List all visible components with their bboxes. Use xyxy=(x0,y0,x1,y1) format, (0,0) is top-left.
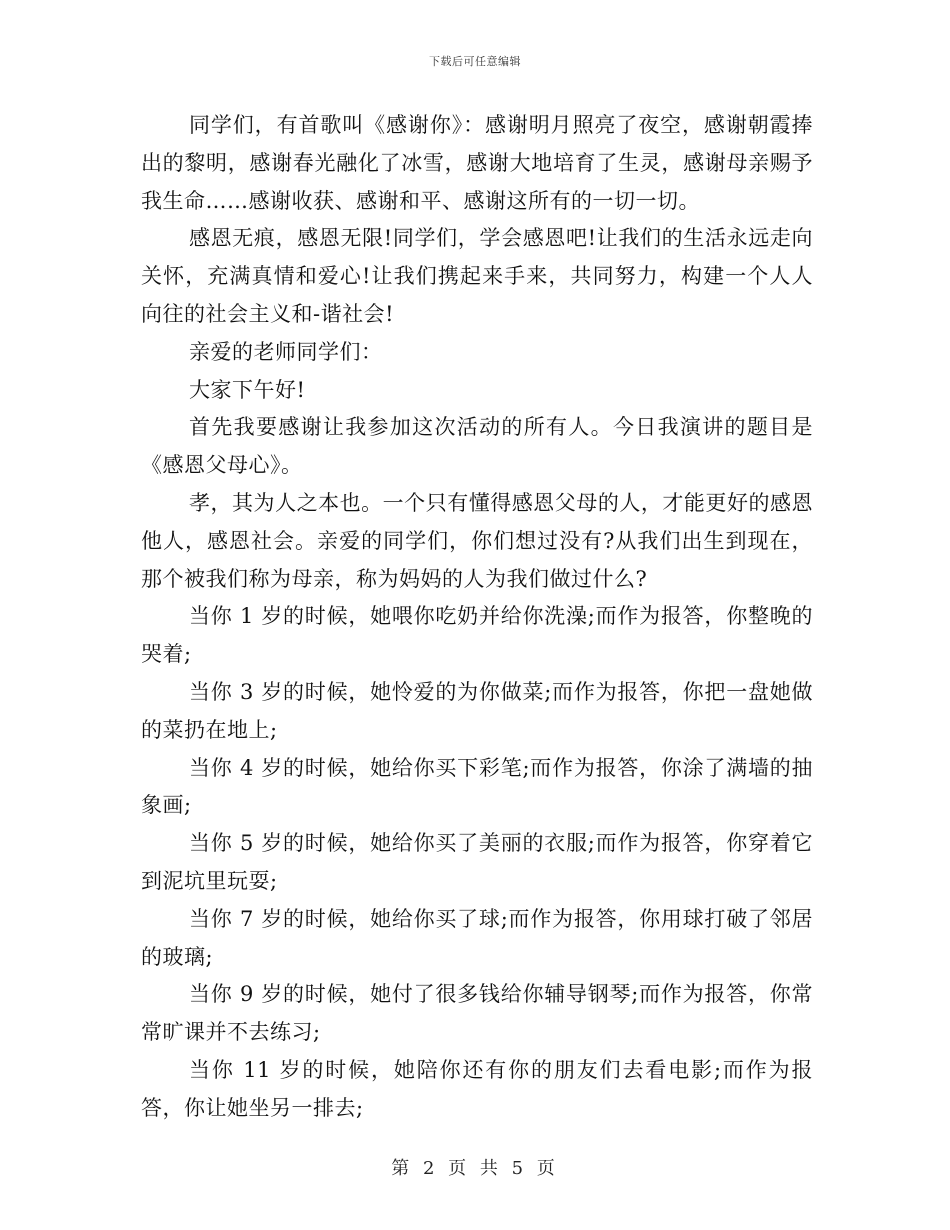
paragraph: 当你 11 岁的时候，她陪你还有你的朋友们去看电影;而作为报答，你让她坐另一排去; xyxy=(141,1057,813,1120)
paragraph: 当你 3 岁的时候，她怜爱的为你做菜;而作为报答，你把一盘她做的菜扔在地上; xyxy=(141,679,813,742)
paragraph: 首先我要感谢让我参加这次活动的所有人。今日我演讲的题目是《感恩父母心》。 xyxy=(141,415,813,478)
salutation: 亲爱的老师同学们： xyxy=(189,339,383,364)
paragraph: 当你 7 岁的时候，她给你买了球;而作为报答，你用球打破了邻居的玻璃; xyxy=(141,906,813,969)
paragraph: 孝，其为人之本也。一个只有懂得感恩父母的人，才能更好的感恩他人，感恩社会。亲爱的同学们，你们想过没有?从我们出生到现在，那个被我们称为母亲，称为妈妈的人为我们做过什么? xyxy=(141,490,813,591)
paragraph: 感恩无痕，感恩无限!同学们，学会感恩吧!让我们的生活永远走向关怀，充满真情和爱心!让我们携起来手来，共同努力，构建一个人人向往的社会主义和-谐社会! xyxy=(141,226,813,326)
greeting: 大家下午好! xyxy=(189,377,306,402)
document-body xyxy=(141,107,813,1128)
paragraph: 当你 4 岁的时候，她给你买下彩笔;而作为报答，你涂了满墙的抽象画; xyxy=(141,755,813,818)
paragraph: 同学们，有首歌叫《感谢你》：感谢明月照亮了夜空，感谢朝霞捧出的黎明，感谢春光融化了冰雪，感谢大地培育了生灵，感谢母亲赐予我生命……感谢收获、感谢和平、感谢这所有的一切一切。 xyxy=(141,113,813,213)
page-header: 下载后可任意编辑 xyxy=(429,55,521,68)
paragraph: 当你 9 岁的时候，她付了很多钱给你辅导钢琴;而作为报答，你常常旷课并不去练习; xyxy=(141,982,813,1045)
paragraph: 当你 1 岁的时候，她喂你吃奶并给你洗澡;而作为报答，你整晚的哭着; xyxy=(141,604,813,667)
paragraph: 当你 5 岁的时候，她给你买了美丽的衣服;而作为报答，你穿着它到泥坑里玩耍; xyxy=(141,831,813,893)
page-number-footer: 第 2 页 共 5 页 xyxy=(391,1158,559,1179)
